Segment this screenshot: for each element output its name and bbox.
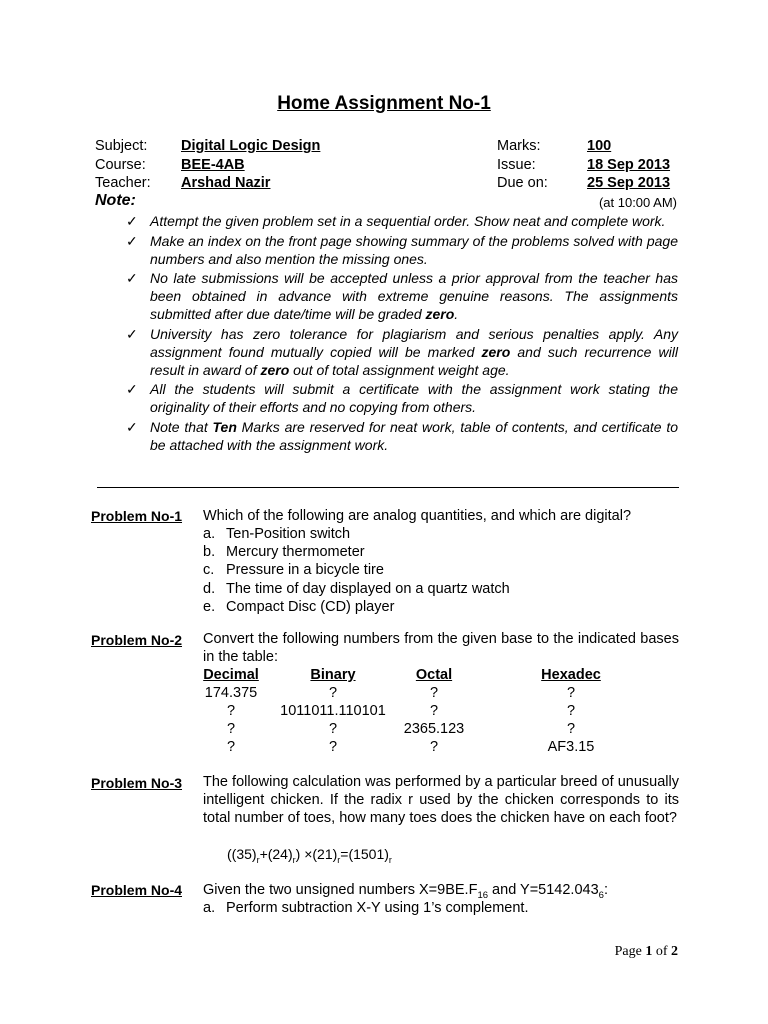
problem-2-label: Problem No-2 — [91, 632, 183, 648]
table-cell: ? — [226, 739, 236, 755]
problem-3-label: Problem No-3 — [91, 775, 183, 791]
table-cell: 1011011.110101 — [280, 703, 386, 719]
problem-4-options — [203, 899, 529, 917]
option-item: e. Compact Disc (CD) player — [203, 598, 395, 615]
table-cell: ? — [429, 739, 439, 755]
note-item: ✓ Attempt the given problem set in a sequential order. Show neat and complete work. — [126, 213, 666, 229]
column-header: Binary — [310, 667, 356, 683]
column-header: Octal — [415, 667, 453, 683]
check-icon: ✓ — [126, 325, 138, 342]
option-item: a. Ten-Position switch — [203, 526, 351, 542]
problem-4-label: Problem No-4 — [91, 882, 183, 898]
option-item: d. The time of day displayed on a quartz watch — [203, 580, 510, 597]
conversion-table — [199, 666, 677, 756]
problem-4-text: Given the two unsigned numbers $X=9BE.F_{16}$ and $Y=5142.043_6$: — [203, 882, 608, 901]
table-cell: ? — [429, 703, 439, 719]
note-item: ✓ Make an index on the front page showing summary of the problems solved with page numbers and also mention the missing ones. — [126, 232, 678, 267]
problem-2-text: Convert the following numbers from the given base to the indicated bases in the table: — [203, 631, 679, 665]
table-cell: ? — [328, 721, 338, 737]
table-cell: ? — [328, 739, 338, 755]
course-label: Course: — [95, 157, 146, 173]
table-row — [199, 702, 677, 720]
column-header: Hexadec — [541, 667, 601, 683]
issue-label: Issue: — [497, 157, 536, 173]
table-row — [199, 684, 677, 702]
problem-3-text: The following calculation was performed by a particular breed of unusually intelligent chicken. If the radix r used by the chicken corresponds to its total number of toes, how many toes does the chicken have on each foot? — [203, 774, 679, 826]
table-cell: ? — [566, 721, 576, 737]
problem-1-label: Problem No-1 — [91, 508, 183, 524]
teacher-label: Teacher: — [95, 175, 151, 191]
table-cell: ? — [566, 703, 576, 719]
marks-value: 100 — [587, 138, 612, 154]
table-cell: ? — [328, 685, 338, 701]
due-time: (at 10:00 AM) — [598, 195, 677, 210]
note-item: ✓ All the students will submit a certificate with the assignment work stating the originality of their efforts and no copying from others. — [126, 381, 678, 415]
note-heading: Note: — [95, 192, 136, 209]
table-header-row — [199, 666, 677, 684]
issue-value: 18 Sep 2013 — [587, 157, 671, 173]
table-cell: ? — [566, 685, 576, 701]
option-item: b. Mercury thermometer — [203, 544, 365, 561]
due-value: 25 Sep 2013 — [587, 175, 671, 191]
check-icon: ✓ — [126, 381, 138, 397]
option-item: c. Pressure in a bicycle tire — [203, 562, 384, 579]
check-icon: ✓ — [126, 213, 138, 229]
table-cell: 174.375 — [204, 685, 258, 701]
radix-equation: $((35)_r+(24)_r) \times(21)_r=(1501)_r$ — [227, 846, 392, 865]
column-header: Decimal — [203, 667, 259, 683]
due-label: Due on: — [497, 175, 548, 191]
problem-1-options — [203, 525, 510, 616]
note-item: ✓ No late submissions will be accepted unless a prior approval from the teacher has been obtained in advance with extreme genuine reasons. The assignments submitted after due date/time will be graded zero. — [126, 270, 678, 322]
page-number: Page 1 of 2 — [614, 944, 678, 959]
notes-list — [126, 212, 678, 455]
marks-label: Marks: — [497, 138, 541, 154]
table-cell: AF3.15 — [547, 739, 595, 755]
table-cell: 2365.123 — [403, 721, 465, 737]
check-icon: ✓ — [126, 418, 138, 435]
problem-1-text: Which of the following are analog quantities, and which are digital? — [203, 508, 632, 524]
option-item: a. Perform subtraction X-Y using 1’s complement. — [203, 900, 529, 916]
subject-value: Digital Logic Design — [181, 138, 321, 154]
table-cell: ? — [226, 721, 236, 737]
subject-label: Subject: — [95, 138, 148, 154]
table-cell: ? — [226, 703, 236, 719]
teacher-value: Arshad Nazir — [181, 175, 271, 191]
note-item: ✓ Note that Ten Marks are reserved for neat work, table of contents, and certificate to be attached with the assignment work. — [126, 418, 679, 453]
course-value: BEE-4AB — [181, 157, 245, 173]
check-icon: ✓ — [126, 232, 138, 249]
table-cell: ? — [429, 685, 439, 701]
divider — [97, 487, 679, 488]
table-row — [199, 738, 677, 756]
table-row — [199, 720, 677, 738]
page-title: Home Assignment No-1 — [277, 93, 491, 114]
note-item: ✓ University has zero tolerance for plagiarism and serious penalties apply. Any assignment found mutually copied will be marked zero and such recurrence will result in award of zero out of total assignment weight age. — [126, 325, 678, 378]
check-icon: ✓ — [126, 270, 138, 286]
